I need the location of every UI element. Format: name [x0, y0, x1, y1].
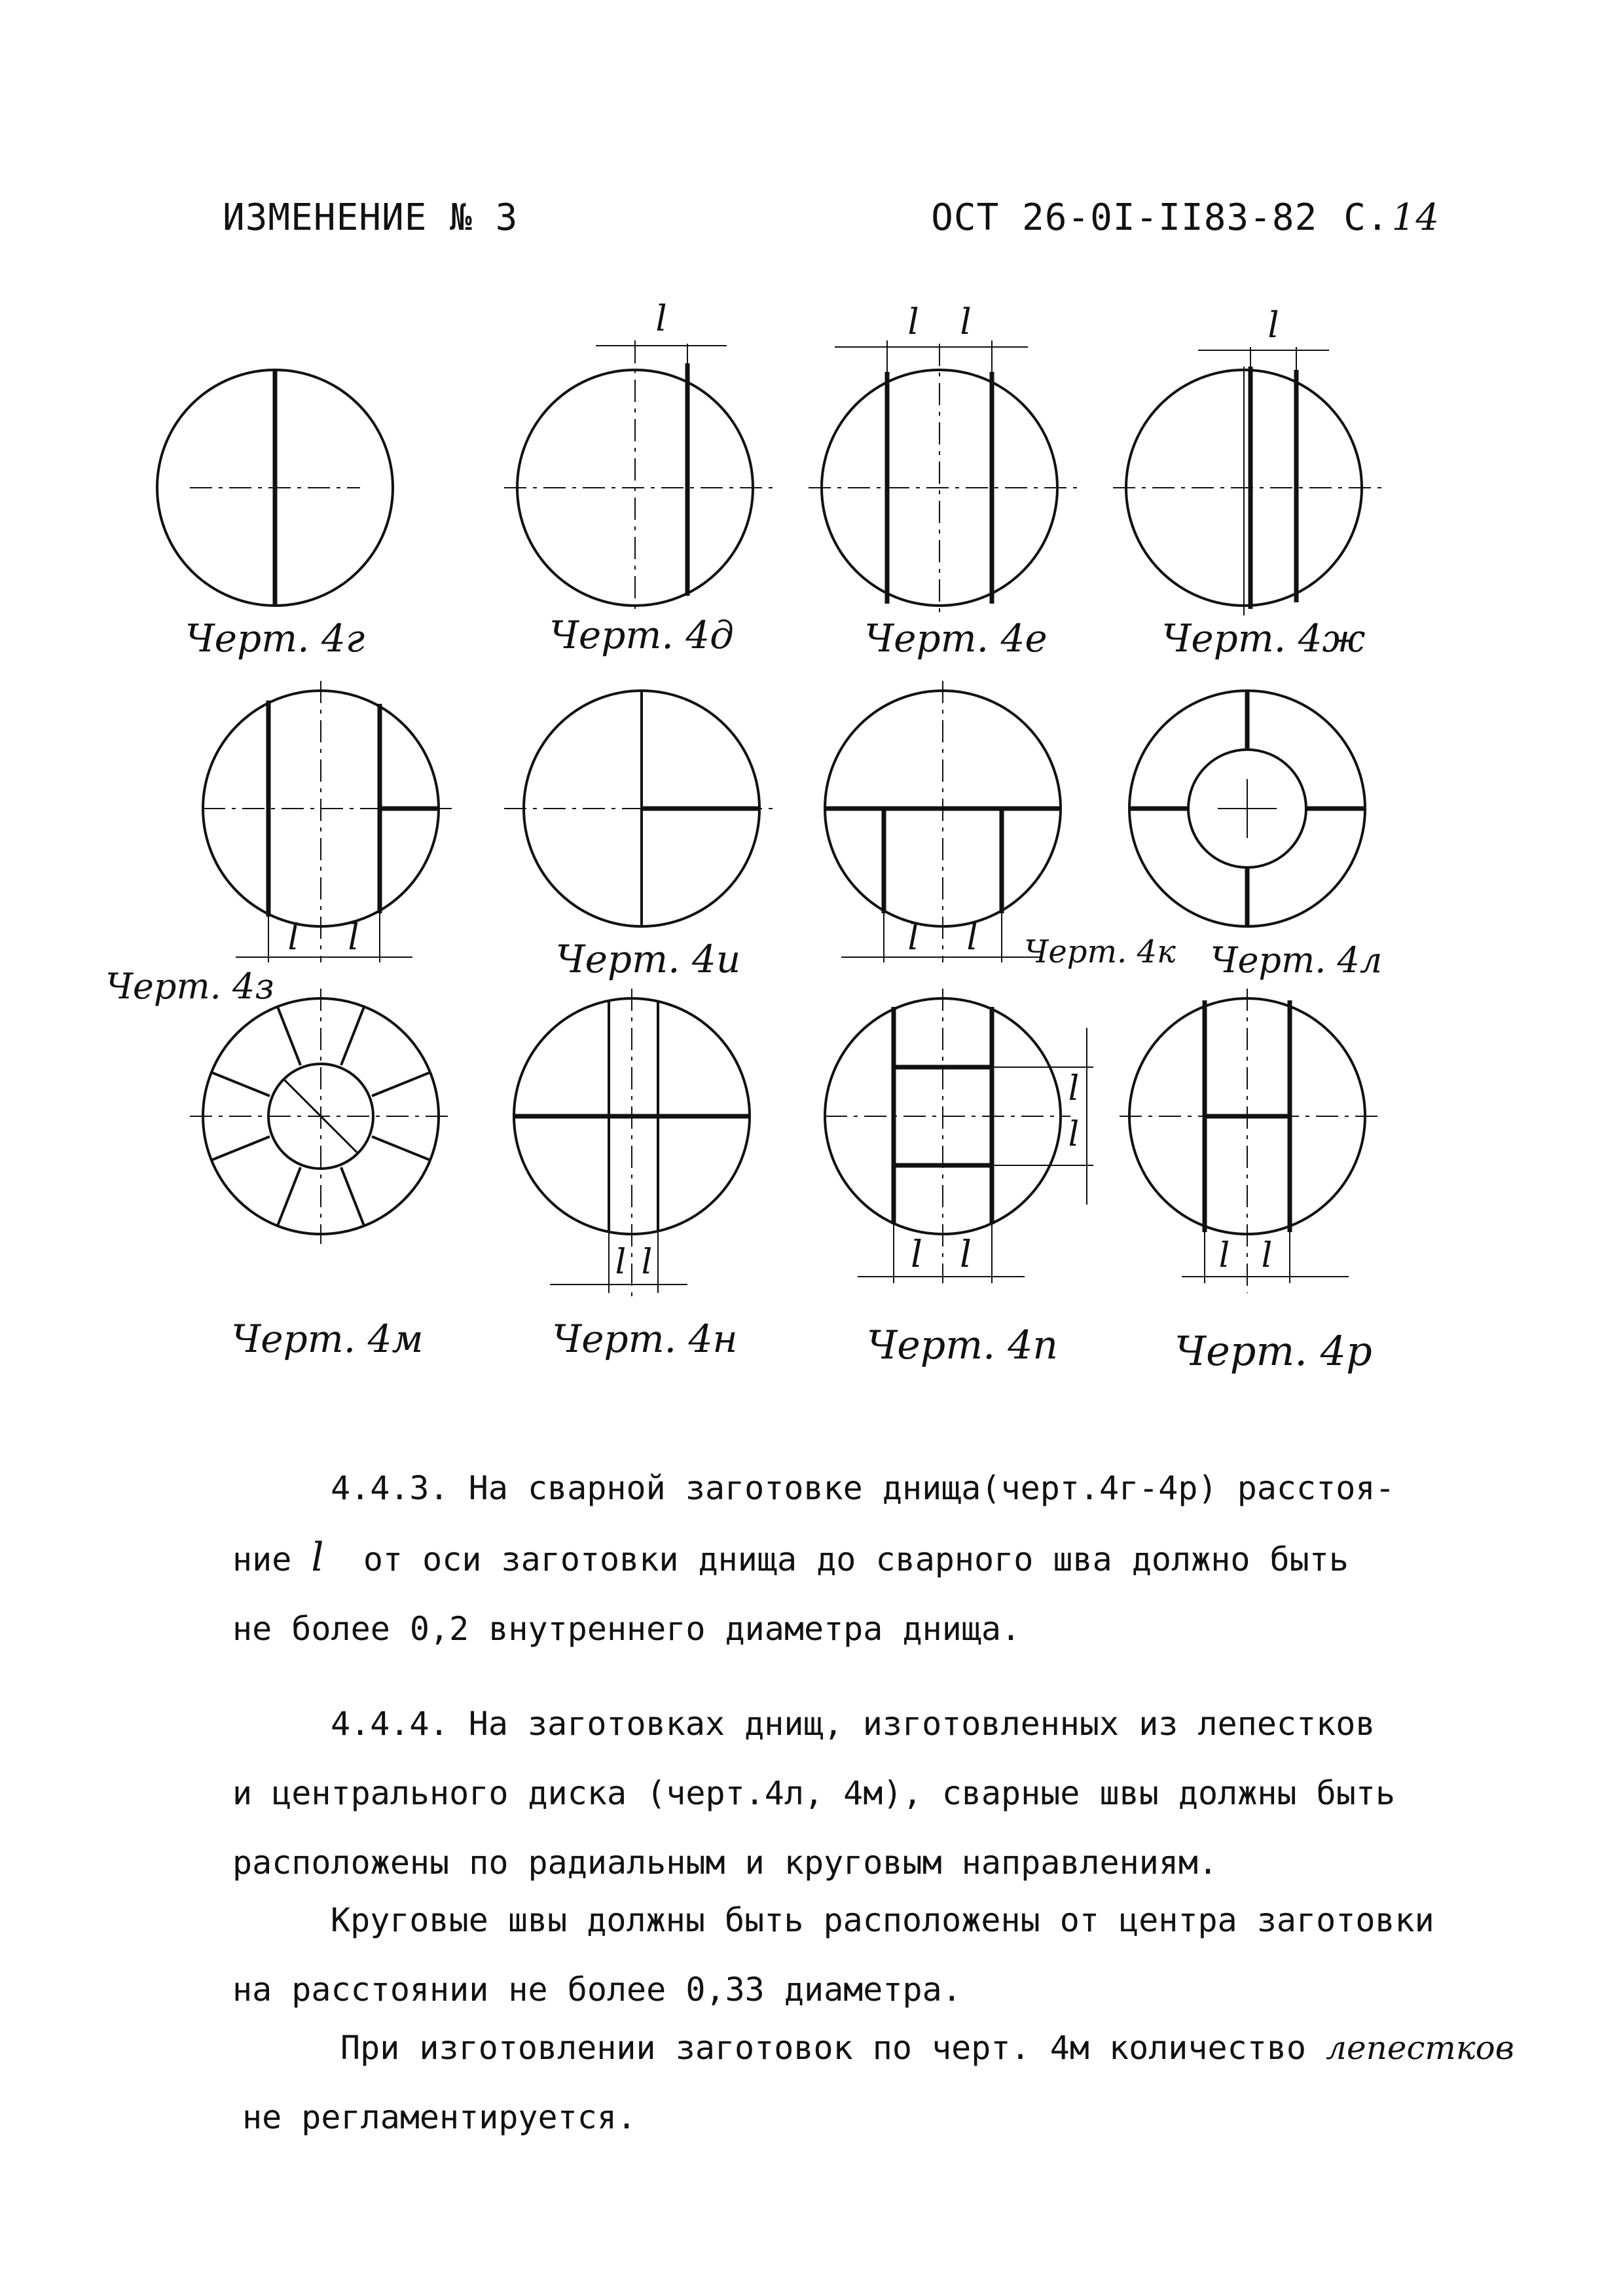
dim-l-4p-a: l [911, 1233, 922, 1276]
dim-l-4k-b: l [966, 917, 978, 958]
change-label: ИЗМЕНЕНИЕ № 3 [223, 196, 519, 239]
caption-4i: Черт. 4и [555, 937, 741, 981]
p443-line-2-end: от оси заготовки днища до сварного шва должно быть [323, 1540, 1349, 1578]
dim-l-4zh: l [1267, 304, 1279, 346]
caption-4k: Черт. 4к [1024, 934, 1176, 970]
drawing-4r [1120, 989, 1381, 1375]
caption-4z: Черт. 4з [105, 966, 274, 1007]
drawing-4p [825, 989, 1093, 1368]
drawing-4e [809, 301, 1077, 661]
dim-l-4d: l [655, 298, 667, 339]
drawing-4zh [1113, 304, 1385, 661]
dim-l-4p-c: l [1068, 1069, 1080, 1108]
drawing-4i [504, 691, 779, 981]
p443-line-1: 4.4.3. На сварной заготовке днища(черт.4г-4р) расстоя- [331, 1469, 1395, 1507]
drawing-4g [157, 370, 393, 661]
paragraph-circular-seams [232, 1886, 1437, 2024]
petal-line-2: не регламентируется. [242, 2098, 637, 2136]
dim-l-4n-b: l [641, 1243, 653, 1282]
drawing-4d [504, 298, 773, 657]
dim-l-4p-b: l [960, 1233, 972, 1276]
caption-4l: Черт. 4л [1210, 939, 1383, 981]
p444-line-1: 4.4.4. На заготовках днищ, изготовленных из лепестков [331, 1705, 1376, 1743]
dim-l-4z-a: l [287, 917, 299, 958]
p444-line-2: и центрального диска (черт.4л, 4м), сварные швы должны быть [232, 1774, 1396, 1812]
p443-line-2-start: ние [232, 1540, 312, 1578]
caption-4n: Черт. 4н [552, 1317, 738, 1361]
caption-4d: Черт. 4д [549, 613, 734, 657]
drawing-4k [825, 681, 1176, 970]
standard-number: ОСТ 26-0I-II83-82 [931, 196, 1318, 239]
caption-4zh: Черт. 4ж [1161, 616, 1366, 661]
dim-l-4n-a: l [615, 1243, 627, 1282]
p443-line-3: не более 0,2 внутреннего диаметра днища. [232, 1610, 1021, 1648]
circ-line-1: Круговые швы должны быть расположены от центра заготовки [331, 1901, 1434, 1939]
p444-line-3: расположены по радиальным и круговым направлениям. [232, 1844, 1218, 1882]
petal-word-handwritten: лепестков [1326, 2029, 1514, 2067]
drawing-4z [105, 681, 452, 1007]
dim-l-4r-a: l [1218, 1236, 1230, 1275]
caption-4g: Черт. 4г [185, 616, 365, 661]
caption-4p: Черт. 4п [866, 1322, 1059, 1368]
dim-l-4e-a: l [907, 301, 919, 342]
p443-line-2 [232, 1523, 1437, 1594]
drawing-4n [514, 989, 750, 1361]
l-symbol: l [311, 1535, 324, 1580]
paragraph-4-4-4 [232, 1689, 1437, 1897]
dim-l-4z-b: l [348, 917, 359, 958]
caption-4m: Черт. 4м [231, 1317, 424, 1361]
caption-4e: Черт. 4е [864, 616, 1048, 661]
circ-line-2: на расстоянии не более 0,33 диаметра. [232, 1971, 962, 2009]
paragraph-petals [242, 2013, 1514, 2152]
petal-line-1 [242, 2013, 1514, 2083]
dim-l-4e-b: l [960, 301, 972, 342]
dim-l-4p-d: l [1068, 1115, 1080, 1154]
page-number: 14 [1391, 196, 1440, 239]
caption-4r: Черт. 4р [1175, 1327, 1372, 1375]
paragraph-4-4-3 [232, 1453, 1437, 1664]
dim-l-4k-a: l [907, 917, 919, 958]
drawing-4m [190, 989, 452, 1361]
page-prefix: С. [1343, 196, 1389, 239]
petal-line-1-start: При изготовлении заготовок по черт. 4м количество [340, 2029, 1326, 2067]
dim-l-4r-b: l [1261, 1236, 1273, 1275]
